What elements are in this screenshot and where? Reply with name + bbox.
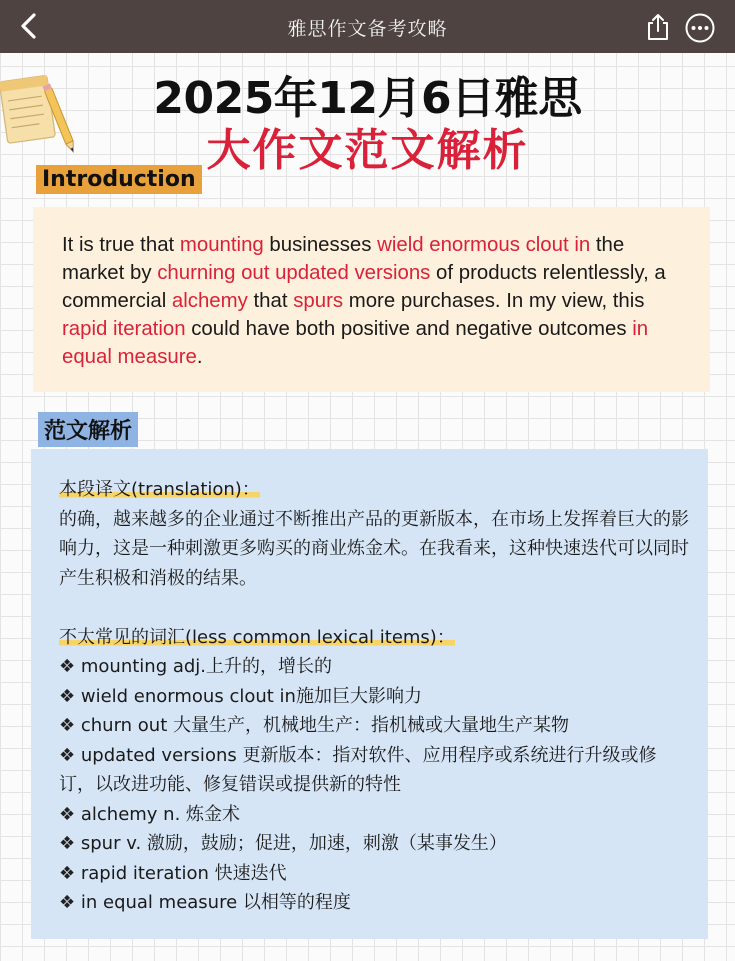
vocab-list: [59, 652, 692, 918]
translation-heading: 本段译文(translation)：: [59, 479, 260, 500]
intro-text-segment: more purchases. In my view, this: [343, 290, 645, 312]
highlighted-phrase: mounting: [179, 234, 264, 256]
vocab-item: [59, 741, 692, 800]
highlighted-phrase: alchemy: [171, 290, 248, 312]
vocab-item-text: mounting adj.上升的，增长的: [75, 656, 333, 677]
vocab-item: [59, 888, 692, 918]
vocab-item-text: updated versions 更新版本：指对软件、应用程序或系统进行升级或修订，以改进功能、修复错误或提供新的特性: [59, 744, 657, 795]
top-nav-bar: [0, 0, 735, 53]
highlighted-phrase: spurs: [293, 290, 344, 312]
highlighted-phrase: in equal measure: [62, 318, 649, 368]
share-icon: [644, 12, 672, 42]
intro-text-segment: could have both positive and negative outcomes: [185, 318, 633, 340]
highlighted-phrase: rapid iteration: [62, 318, 186, 340]
vocab-item-text: alchemy n. 炼金术: [75, 803, 241, 825]
vocab-item: [59, 652, 692, 682]
diamond-bullet-icon: ❖: [59, 685, 76, 707]
diamond-bullet-icon: ❖: [59, 833, 76, 854]
translation-text: 的确，越来越多的企业通过不断推出产品的更新版本，在市场上发挥着巨大的影响力，这是一种刺激更多购买的商业炼金术。在我看来，这种快速迭代可以同时产生积极和消极的结果。: [59, 508, 689, 589]
analysis-tag: 范文解析: [38, 412, 138, 447]
vocab-item-text: in equal measure 以相等的程度: [75, 892, 351, 913]
share-button[interactable]: [644, 12, 672, 42]
more-options-button[interactable]: [684, 12, 716, 44]
introduction-paragraph: [33, 207, 710, 392]
intro-text-segment: It is true that: [62, 234, 180, 256]
intro-text-segment: .: [196, 346, 203, 368]
diamond-bullet-icon: ❖: [59, 744, 76, 766]
vocab-item: [59, 829, 692, 859]
vocab-item-text: churn out 大量生产，机械地生产：指机械或大量地生产某物: [75, 715, 569, 736]
headline-subtitle: 大作文范文解析: [206, 125, 529, 176]
highlighted-phrase: wield enormous clout in: [377, 234, 591, 256]
vocab-item: [59, 711, 692, 741]
more-options-icon: [684, 12, 716, 44]
highlighted-phrase: churning out updated versions: [157, 262, 431, 284]
intro-text-segment: of products relentlessly, a commercial: [62, 262, 666, 312]
vocab-item: [59, 859, 692, 889]
intro-text-segment: that: [247, 290, 294, 312]
introduction-text: [62, 234, 666, 368]
diamond-bullet-icon: ❖: [59, 862, 76, 884]
vocab-item: [59, 682, 692, 712]
vocab-item-text: spur v. 激励，鼓励；促进，加速，刺激（某事发生）: [75, 833, 507, 854]
diamond-bullet-icon: ❖: [59, 715, 76, 736]
analysis-panel: [31, 449, 708, 939]
diamond-bullet-icon: ❖: [59, 803, 76, 825]
diamond-bullet-icon: ❖: [59, 892, 76, 913]
vocab-item: [59, 800, 692, 830]
vocab-item-text: rapid iteration 快速迭代: [75, 862, 287, 884]
headline-date: 2025年12月6日雅思: [153, 73, 582, 124]
vocab-item-text: wield enormous clout in施加巨大影响力: [75, 685, 422, 707]
diamond-bullet-icon: ❖: [59, 656, 76, 677]
intro-text-segment: businesses: [263, 234, 378, 256]
introduction-tag: Introduction: [36, 165, 202, 194]
vocab-heading: 不太常见的词汇(less common lexical items)：: [59, 626, 455, 648]
page-title: 雅思作文备考攻略: [287, 18, 448, 40]
intro-text-segment: the market by: [62, 234, 625, 284]
